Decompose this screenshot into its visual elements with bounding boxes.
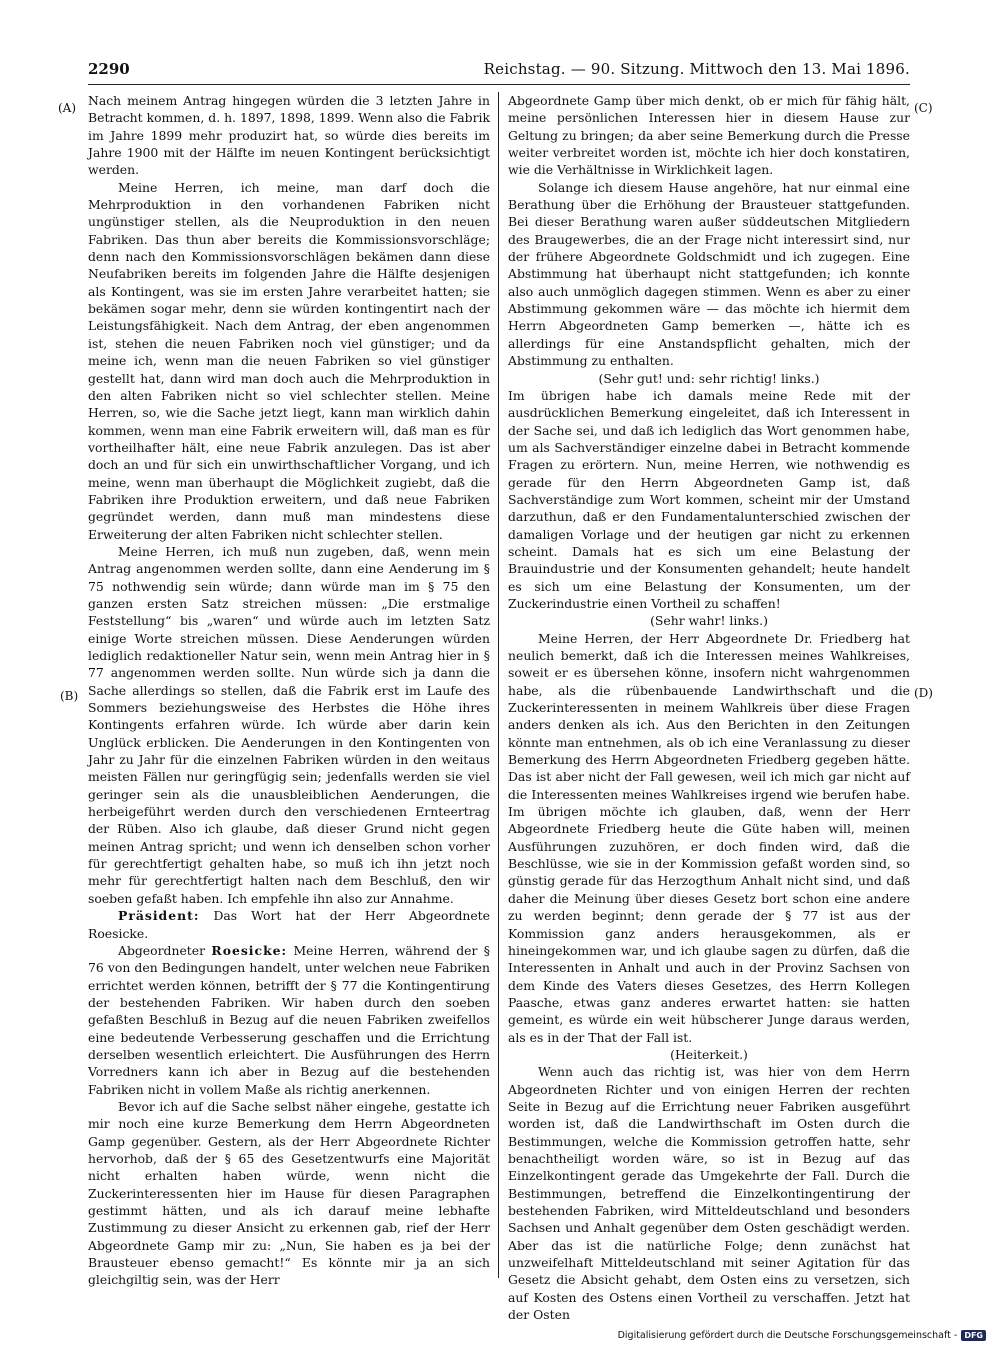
paragraph: Meine Herren, ich muß nun zugeben, daß, wenn mein Antrag angenommen werden sollte, dann eine Aenderung im § 75 nothwendig sein würde; dann würde man im § 75 den ganzen ersten Satz streichen müssen: „Die erstmalige Feststellung“ bis „waren“ und würde auch im letzten Satz einige Worte streichen müssen. Diese Aenderungen würden lediglich redaktioneller Natur sein, wenn mein Antrag hier in § 77 angenommen werden sollte. Nun würde sich ja dann die Sache allerdings so stellen, daß die Fabrik erst im Laufe des Sommers beziehungsweise des Herbstes die Höhe ihres Kontingents erfahren würde. Ich würde aber darin kein Unglück erblicken. Die Aenderungen in den Kontingenten von Jahr zu Jahr für die einzelnen Fabriken würden in den weitaus meisten Fällen nur geringfügig sein; jedenfalls werden sie viel geringer sein als die unausbleiblichen Aenderungen, die herbeigeführt werden durch den verschiedenen Ernteertrag der Rüben. Also ich glaube, daß dieser Grund nicht gegen meinen Antrag spricht; und wenn ich denselben schon vorher für gerechtfertigt gehalten habe, so muß ich ihn jetzt noch mehr für gerechtfertigt halten nach dem Beschluß, den wir soeben gefaßt haben. Ich empfehle ihn also zur Annahme. <box>88 543 490 906</box>
footer-credit <box>618 1330 986 1341</box>
column-divider <box>498 92 499 1278</box>
reaction-note: (Heiterkeit.) <box>670 1046 748 1062</box>
page-number: 2290 <box>88 60 130 78</box>
margin-marker-b: (B) <box>60 689 79 703</box>
speaker-name: Roesicke: <box>211 942 288 958</box>
margin-marker-a: (A) <box>58 101 77 115</box>
paragraph: Meine Herren, ich meine, man darf doch die Mehrproduktion in den vorhandenen Fabriken nicht ungünstiger stellen, als die Neuproduktion in den neuen Fabriken. Das thun aber bereits die Kommissionsvorschläge; denn nach den Kommissionsvorschlägen bekämen dann diese Neufabriken bereits im folgenden Jahre die Hälfte desjenigen als Kontingent, was sie im ersten Jahre verarbeitet hatten; sie bekämen sogar mehr, denn sie würden kontingentirt nach der Leistungsfähigkeit. Nach dem Antrag, der eben angenommen ist, stehen die neuen Fabriken noch viel günstiger; und da meine ich, wenn man die neuen Fabriken so viel günstiger gestellt hat, dann wird man doch auch die Mehrproduktion in den alten Fabriken nicht so viel schlechter stellen. Meine Herren, so, wie die Sache jetzt liegt, kann man wirklich dahin kommen, wenn man eine Fabrik erweitern will, daß man es für vortheilhafter hält, eine neue Fabrik anzulegen. Das ist aber doch an und für sich ein unwirthschaftlicher Vorgang, und ich meine, wenn man überhaupt die Möglichkeit zugiebt, daß die Fabriken ihre Produktion erweitern, und daß neue Fabriken gegründet werden, dann muß man mindestens diese Erweiterung der alten Fabriken nicht schlechter stellen. <box>88 179 490 542</box>
speech-text: Meine Herren, während der § 76 von den Bedingungen handelt, unter welchen neue Fabriken errichtet werden können, betrifft der § 77 die Kontingentirung der bestehenden Fabriken. Wir haben durch den soeben gefaßten Beschluß in Bezug auf die neuen Fabriken zweifellos eine bedeutende Verbesserung geschaffen und die Errichtung derselben wesentlich erleichtert. Die Ausführungen des Herrn Vorredners kann ich aber in Bezug auf die bestehenden Fabriken nicht in vollem Maße als richtig anerkennen. <box>88 942 490 1097</box>
speech-text: Das Wort hat der Herr Abgeordnete Roesicke. <box>88 908 490 941</box>
paragraph: Meine Herren, der Herr Abgeordnete Dr. Friedberg hat neulich bemerkt, daß ich die Interessen meines Wahlkreises, soweit er es übersehen könne, insofern nicht wahrgenommen habe, als die rübenbauende Landwirthschaft und die Zuckerinteressenten in meinem Wahlkreis über diese Fragen anders denken als ich. Aus den Berichten in den Zeitungen könnte man entnehmen, als ob ich eine Veranlassung zu dieser Bemerkung des Herrn Abgeordneten Friedberg gegeben hätte. Das ist aber nicht der Fall gewesen, weil ich mich gar nicht auf die Interessenten meines Wahlkreises irgend wie berufen habe. Im übrigen möchte ich glauben, daß, wenn der Herr Abgeordnete Friedberg heute die Güte haben will, meinen Ausführungen zuzuhören, er doch finden wird, daß die Beschlüsse, wie sie in der Kommission gefaßt worden sind, so günstig gerade für das Herzogthum Anhalt nicht sind, und daß daher die Meinung über dieses Gesetz bort schon eine andere zu werden beginnt; denn gerade der § 77 ist aus der Kommission ganz anders herausgekommen, als er hineingekommen war, und ich glaube sagen zu dürfen, daß die Interessenten in Anhalt und auch in der Provinz Sachsen von dem Kinde des Vaters dieses Gesetzes, des Herrn Kollegen Paasche, etwas ganz anderes erwartet hatten: sie hatten gemeint, es würde ein weit hübscherer Junge daraus werden, als es in der That der Fall ist. <box>508 630 910 1045</box>
speaker-name: Präsident: <box>118 908 200 924</box>
president-paragraph <box>88 907 490 942</box>
left-column <box>88 92 490 1288</box>
speaker-title: Abgeordneter <box>118 942 206 958</box>
text-columns <box>88 92 910 1323</box>
roesicke-paragraph <box>88 942 490 1098</box>
paragraph: Nach meinem Antrag hingegen würden die 3 letzten Jahre in Betracht kommen, d. h. 1897, 1898, 1899. Wenn also die Fabrik im Jahre 1899 mehr produzirt hat, so würde dies bereits im Jahre 1900 mit der Hälfte im neuen Kontingent berücksichtigt werden. <box>88 93 490 178</box>
right-column <box>508 92 910 1323</box>
reaction-note: (Sehr wahr! links.) <box>650 613 768 629</box>
margin-marker-d: (D) <box>914 686 933 700</box>
paragraph: Im übrigen habe ich damals meine Rede mit der ausdrücklichen Bemerkung eingeleitet, daß ich Interessent in der Sache sei, und daß ich lediglich das Wort genommen habe, um als Sachverständiger einzelne dabei in Betracht kommende Fragen zu erörtern. Nun, meine Herren, wie nothwendig es gerade für den Herrn Abgeordneten Gamp ist, daß Sachverständige zum Wort kommen, scheint mir der Umstand darzuthun, daß er den Fundamentalunterschied zwischen der damaligen Vorlage und der heutigen gar nicht zu erkennen scheint. Damals hat es sich um eine Belastung der Brauindustrie und der Konsumenten gehandelt; heute handelt es sich um eine Belastung der Konsumenten, um der Zuckerindustrie einen Vortheil zu schaffen! <box>508 387 910 611</box>
page-header <box>88 58 910 85</box>
paragraph: Bevor ich auf die Sache selbst näher eingehe, gestatte ich mir noch eine kurze Bemerkung dem Herrn Abgeordneten Gamp gegenüber. Gestern, als der Herr Abgeordnete Richter hervorhob, daß der § 65 des Gesetzentwurfs eine Majorität nicht erhalten haben würde, wenn nicht die Zuckerinteressenten hier im Hause für diesen Paragraphen gestimmt hätten, und als ich darauf meine lebhafte Zustimmung zu dieser Ansicht zu erkennen gab, rief der Herr Abgeordnete Gamp mir zu: „Nun, Sie haben es ja bei der Brausteuer ebenso gemacht!“ Es könnte mir ja an sich gleichgiltig sein, was der Herr <box>88 1098 490 1288</box>
running-head: Reichstag. — 90. Sitzung. Mittwoch den 13. Mai 1896. <box>483 60 910 78</box>
margin-marker-c: (C) <box>914 101 933 115</box>
dfg-logo: DFG <box>961 1330 986 1341</box>
footer-text: Digitalisierung gefördert durch die Deutsche Forschungsgemeinschaft - <box>617 1330 958 1341</box>
reaction-note: (Sehr gut! und: sehr richtig! links.) <box>598 370 820 386</box>
paragraph: Abgeordnete Gamp über mich denkt, ob er mich für fähig hält, meine persönlichen Interessen hier in diesem Hause zur Geltung zu bringen; da aber seine Bemerkung durch die Presse weiter verbreitet worden ist, möchte ich hier doch konstatiren, wie die Verhältnisse in Wirklichkeit lagen. <box>508 93 910 178</box>
paragraph: Wenn auch das richtig ist, was hier von dem Herrn Abgeordneten Richter und von einigen Herren der rechten Seite in Bezug auf die Errichtung neuer Fabriken ausgeführt worden ist, daß die Landwirthschaft im Osten durch die Bestimmungen, welche die Kommission getroffen hatte, sehr benachtheiligt worden wäre, so ist in Bezug auf das Einzelkontingent gerade das Umgekehrte der Fall. Durch die Bestimmungen, betreffend die Einzelkontingentirung der bestehenden Fabriken, wird Mitteldeutschland und besonders Sachsen und Anhalt gegenüber dem Osten geschädigt werden. Aber das ist die natürliche Folge; denn zunächst hat unzweifelhaft Mitteldeutschland mit seiner Agitation für das Gesetz die Absicht gehabt, dem Osten eins zu versetzen, sich auf Kosten des Ostens einen Vortheil zu verschaffen. Jetzt hat der Osten <box>508 1064 910 1323</box>
paragraph: Solange ich diesem Hause angehöre, hat nur einmal eine Berathung über die Erhöhung der Brausteuer stattgefunden. Bei dieser Berathung waren außer süddeutschen Mitgliedern des Braugewerbes, die an der Frage nicht interessirt sind, nur der frühere Abgeordnete Goldschmidt und ich zugegen. Eine Abstimmung hat überhaupt nicht stattgefunden; ich konnte also auch unmöglich dagegen stimmen. Wenn es aber zu einer Abstimmung gekommen wäre — das möchte ich hiermit dem Herrn Abgeordneten Gamp bemerken —, hätte ich es allerdings für eine Anstandspflicht gehalten, mich der Abstimmung zu enthalten. <box>508 179 910 369</box>
